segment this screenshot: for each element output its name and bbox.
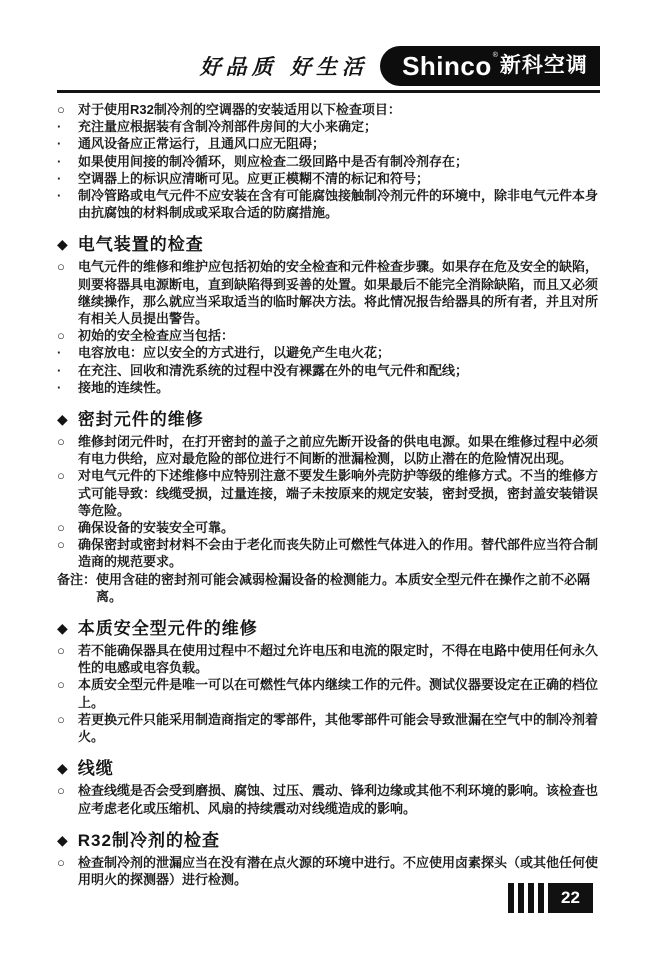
footer-bars-icon <box>504 883 544 913</box>
list-item <box>57 344 602 361</box>
list-item <box>57 170 602 187</box>
brand-slogan: 好品质 好生活 <box>199 53 368 79</box>
bar-icon <box>528 883 534 913</box>
section-title-text: 电气装置的检查 <box>77 235 204 255</box>
list-item-text: 空调器上的标识应清晰可见。应更正模糊不清的标记和符号； <box>78 170 430 186</box>
section-title <box>57 618 602 639</box>
circle-bullet-icon: ○ <box>57 677 65 693</box>
dot-bullet-icon: · <box>57 136 62 152</box>
list-item <box>57 101 602 118</box>
list-item-text: 初始的安全检查应当包括： <box>78 328 235 344</box>
section-title-text: 线缆 <box>77 759 114 779</box>
circle-bullet-icon: ○ <box>57 537 65 553</box>
list-item-text: 电气元件的维修和维护应包括初始的安全检查和元件检查步骤。如果存在危及安全的缺陷，则要将器具电源断电，直到缺陷得到妥善的处置。如果最后不能完全消除缺陷，而且又必须继续操作，那么就应当采取适当的临时解决方法。将此情况报告给器具的所有者，并且对所有相关人员提出警告。 <box>78 259 599 327</box>
circle-bullet-icon: ○ <box>57 520 65 536</box>
dot-bullet-icon: · <box>57 119 62 135</box>
list-item-text: 通风设备应正常运行，且通风口应无阻碍； <box>78 136 326 152</box>
list-item-text: 电容放电：应以安全的方式进行，以避免产生电火花； <box>78 345 391 361</box>
section-title <box>57 830 602 851</box>
circle-bullet-icon: ○ <box>57 434 65 450</box>
list-item <box>57 153 602 170</box>
list-item <box>57 433 602 467</box>
list-item <box>57 379 602 396</box>
diamond-icon: ◆ <box>57 411 69 428</box>
bar-icon <box>538 883 544 913</box>
list-item-text: 对于使用R32制冷剂的空调器的安装适用以下检查项目： <box>78 102 401 117</box>
brand-banner <box>380 46 600 86</box>
circle-bullet-icon: ○ <box>57 783 65 799</box>
page-body <box>57 101 602 888</box>
section-cables <box>57 758 602 816</box>
list-item-text: 确保设备的安装安全可靠。 <box>78 520 235 536</box>
dot-bullet-icon: · <box>57 379 62 395</box>
section-title-text: R32制冷剂的检查 <box>77 830 220 850</box>
circle-bullet-icon: ○ <box>57 259 65 275</box>
section-electrical-inspection <box>57 234 602 396</box>
diamond-icon: ◆ <box>57 831 69 848</box>
bar-icon <box>518 883 524 913</box>
list-item <box>57 676 602 710</box>
list-item <box>57 536 602 570</box>
circle-bullet-icon: ○ <box>57 102 65 117</box>
page-number: 22 <box>548 883 593 913</box>
list-item-text: 充注量应根据装有含制冷剂部件房间的大小来确定； <box>78 119 378 135</box>
circle-bullet-icon: ○ <box>57 328 65 344</box>
registered-trademark-icon: ® <box>492 51 498 59</box>
list-item <box>57 782 602 816</box>
note-item <box>57 571 602 605</box>
section-r32-refrigerant-inspection <box>57 830 602 888</box>
circle-bullet-icon: ○ <box>57 854 65 870</box>
circle-bullet-icon: ○ <box>57 643 65 659</box>
note-label: 备注： <box>57 571 97 587</box>
list-item-text: 若不能确保器具在使用过程中不超过允许电压和电流的限定时，不得在电路中使用任何永久性的电感或电容负载。 <box>78 643 599 676</box>
list-item-text: 检查线缆是否会受到磨损、腐蚀、过压、震动、锋利边缘或其他不利环境的影响。该检查也应考虑老化或压缩机、风扇的持续震动对线缆造成的影响。 <box>78 783 599 816</box>
list-item-text: 接地的连续性。 <box>78 379 170 395</box>
list-item-text: 如果使用间接的制冷循环，则应检查二级回路中是否有制冷剂存在； <box>78 153 469 169</box>
list-item <box>57 327 602 344</box>
note-text: 使用含硅的密封剂可能会减弱检漏设备的检测能力。本质安全型元件在操作之前不必隔离。 <box>96 571 591 604</box>
list-item <box>57 187 602 221</box>
circle-bullet-icon: ○ <box>57 468 65 484</box>
page-header <box>57 45 600 86</box>
diamond-icon: ◆ <box>57 236 69 253</box>
list-item <box>57 135 602 152</box>
list-item-text: 维修封闭元件时，在打开密封的盖子之前应先断开设备的供电电源。如果在维修过程中必须有电力供给，应对最危险的部位进行不间断的泄漏检测，以防止潜在的危险情况出现。 <box>78 434 599 467</box>
list-item <box>57 467 602 519</box>
brand-logo-chinese: 新科空调 <box>499 54 588 77</box>
list-item-text: 检查制冷剂的泄漏应当在没有潜在点火源的环境中进行。不应使用卤素探头（或其他任何使用明火的探测器）进行检测。 <box>78 854 599 887</box>
list-item-text: 制冷管路或电气元件不应安装在含有可能腐蚀接触制冷剂元件的环境中，除非电气元件本身由抗腐蚀的材料制成或采取合适的防腐措施。 <box>78 188 599 221</box>
list-item-text: 在充注、回收和清洗系统的过程中没有裸露在外的电气元件和配线； <box>78 362 469 378</box>
dot-bullet-icon: · <box>57 188 62 204</box>
section-sealed-components-repair <box>57 409 602 605</box>
diamond-icon: ◆ <box>57 760 69 777</box>
dot-bullet-icon: · <box>57 153 62 169</box>
section-title <box>57 409 602 430</box>
section-title <box>57 234 602 255</box>
diamond-icon: ◆ <box>57 620 69 637</box>
list-item-text: 本质安全型元件是唯一可以在可燃性气体内继续工作的元件。测试仪器要设定在正确的档位上。 <box>78 677 599 710</box>
page-footer <box>504 883 593 913</box>
list-item <box>57 519 602 536</box>
dot-bullet-icon: · <box>57 170 62 186</box>
list-item <box>57 642 602 676</box>
list-item <box>57 711 602 745</box>
section-title-text: 本质安全型元件的维修 <box>77 619 258 639</box>
bar-icon <box>508 883 514 913</box>
dot-bullet-icon: · <box>57 362 62 378</box>
list-item-text: 对电气元件的下述维修中应特别注意不要发生影响外壳防护等级的维修方式。不当的维修方式可能导致：线缆受损，过量连接，端子未按原来的规定安装，密封受损，密封盖安装错误等危险。 <box>78 468 599 518</box>
circle-bullet-icon: ○ <box>57 711 65 727</box>
dot-bullet-icon: · <box>57 345 62 361</box>
section-title <box>57 758 602 779</box>
brand-logo-shinco: Shinco <box>402 50 492 81</box>
list-item <box>57 258 602 327</box>
section-intrinsically-safe-components-repair <box>57 618 602 745</box>
section-title-text: 密封元件的维修 <box>77 410 204 430</box>
list-item-text: 若更换元件只能采用制造商指定的零部件，其他零部件可能会导致泄漏在空气中的制冷剂着火。 <box>78 711 599 745</box>
list-item <box>57 362 602 379</box>
list-item <box>57 118 602 135</box>
header-divider <box>57 90 600 93</box>
list-item-text: 确保密封或密封材料不会由于老化而丧失防止可燃性气体进入的作用。替代部件应当符合制造商的规范要求。 <box>78 537 599 570</box>
